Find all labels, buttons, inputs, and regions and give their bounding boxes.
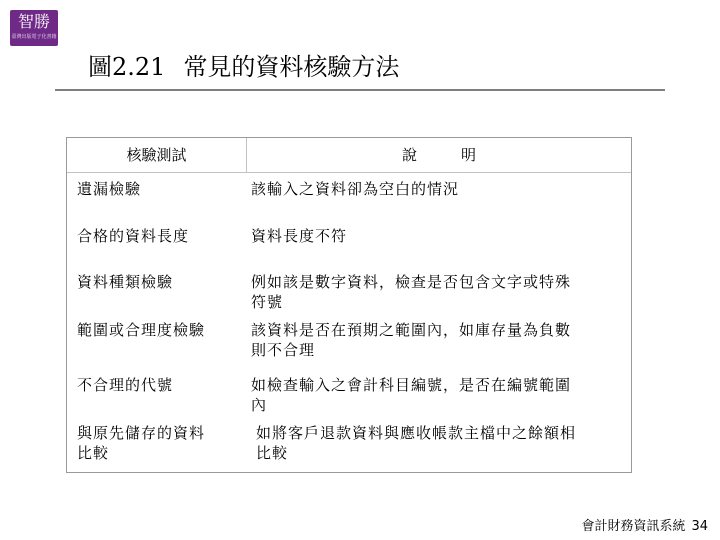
description-cell: 符號 — [251, 293, 284, 311]
page-title — [88, 50, 399, 84]
description-cell: 內 — [251, 396, 268, 414]
header-description: 說明 — [401, 146, 520, 164]
publisher-logo — [10, 10, 58, 46]
figure-title: 常見的資料核驗方法 — [183, 53, 400, 81]
validation-table — [66, 137, 632, 473]
description-cell: 該資料是否在預期之範圍內，如庫存量為負數 — [251, 321, 572, 339]
test-cell: 合格的資料長度 — [77, 227, 190, 245]
description-cell: 例如該是數字資料，檢查是否包含文字或特殊 — [251, 273, 572, 291]
footer-title: 會計財務資訊系統 — [581, 519, 686, 534]
table-header — [67, 138, 631, 173]
test-cell: 比較 — [77, 444, 110, 462]
test-cell: 不合理的代號 — [77, 376, 174, 394]
description-cell: 則不合理 — [251, 341, 316, 359]
description-cell: 比較 — [256, 444, 289, 462]
test-cell: 與原先儲存的資料 — [77, 424, 206, 442]
description-cell: 該輸入之資料卻為空白的情況 — [251, 180, 460, 198]
description-cell: 資料長度不符 — [251, 227, 348, 245]
figure-number: 圖2.21 — [88, 53, 166, 81]
test-cell: 遺漏檢驗 — [77, 180, 142, 198]
page-number: 34 — [691, 519, 708, 534]
header-test: 核驗測試 — [126, 146, 187, 164]
test-cell: 範圍或合理度檢驗 — [77, 321, 206, 339]
description-cell: 如檢查輸入之會計科目編號，是否在編號範圍 — [251, 376, 572, 394]
logo-subtext: 臺灣出版電子化書籍 — [11, 34, 57, 40]
logo-text: 智勝 — [17, 12, 50, 31]
page-footer — [581, 518, 708, 536]
test-cell: 資料種類檢驗 — [77, 273, 174, 291]
description-cell: 如將客戶退款資料與應收帳款主檔中之餘額相 — [256, 424, 577, 442]
title-underline — [55, 89, 665, 91]
